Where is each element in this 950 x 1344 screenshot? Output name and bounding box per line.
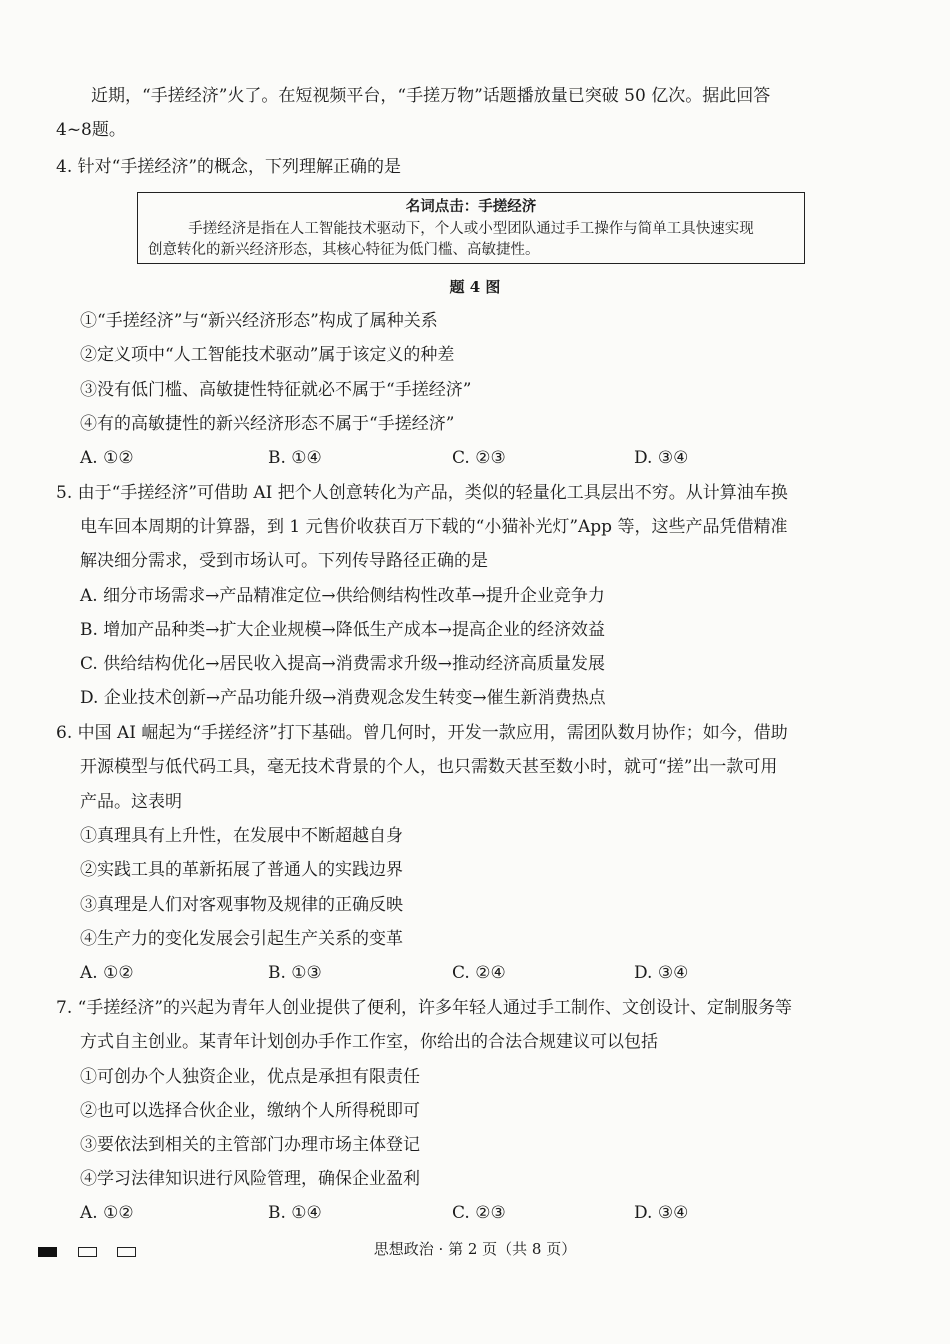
intro-line-1: 近期，“手搓经济”火了。在短视频平台，“手搓万物”话题播放量已突破 50 亿次。据此回答 xyxy=(91,86,771,106)
q7-option-d[interactable]: D. ③④ xyxy=(634,1203,689,1223)
q7-item-3: ③要依法到相关的主管部门办理市场主体登记 xyxy=(80,1135,420,1155)
q7-option-a[interactable]: A. ①② xyxy=(80,1203,134,1223)
q6-stem-3: 产品。这表明 xyxy=(80,792,182,812)
q7-item-4: ④学习法律知识进行风险管理，确保企业盈利 xyxy=(80,1169,420,1189)
q7-stem-1: 7. “手搓经济”的兴起为青年人创业提供了便利，许多年轻人通过手工制作、文创设计、定制服务等 xyxy=(56,998,793,1018)
q7-item-2: ②也可以选择合伙企业，缴纳个人所得税即可 xyxy=(80,1101,420,1121)
q4-option-a[interactable]: A. ①② xyxy=(80,448,134,468)
q5-option-a[interactable]: A. 细分市场需求→产品精准定位→供给侧结构性改革→提升企业竞争力 xyxy=(80,586,605,606)
q4-item-3: ③没有低门槛、高敏捷性特征就必不属于“手搓经济” xyxy=(80,380,472,400)
q6-option-c[interactable]: C. ②④ xyxy=(452,963,506,983)
q7-option-b[interactable]: B. ①④ xyxy=(268,1203,322,1223)
q6-option-b[interactable]: B. ①③ xyxy=(268,963,322,983)
q4-option-b[interactable]: B. ①④ xyxy=(268,448,322,468)
q6-option-d[interactable]: D. ③④ xyxy=(634,963,689,983)
figure-caption: 题 4 图 xyxy=(449,278,501,296)
q6-item-1: ①真理具有上升性，在发展中不断超越自身 xyxy=(80,826,403,846)
definition-line-2: 创意转化的新兴经济形态，其核心特征为低门槛、高敏捷性。 xyxy=(148,242,540,258)
page-footer: 思想政治 · 第 2 页（共 8 页） xyxy=(373,1240,577,1258)
q4-option-d[interactable]: D. ③④ xyxy=(634,448,689,468)
q7-item-1: ①可创办个人独资企业，优点是承担有限责任 xyxy=(80,1067,420,1087)
q4-item-2: ②定义项中“人工智能技术驱动”属于该定义的种差 xyxy=(80,345,455,365)
q5-stem-1: 5. 由于“手搓经济”可借助 AI 把个人创意转化为产品，类似的轻量化工具层出不穷。从计算油车换 xyxy=(56,483,788,503)
q6-item-4: ④生产力的变化发展会引起生产关系的变革 xyxy=(80,929,403,949)
definition-box xyxy=(137,192,805,264)
q7-stem-2: 方式自主创业。某青年计划创办手作工作室，你给出的合法合规建议可以包括 xyxy=(80,1032,658,1052)
q6-option-a[interactable]: A. ①② xyxy=(80,963,134,983)
q5-stem-3: 解决细分需求，受到市场认可。下列传导路径正确的是 xyxy=(80,551,488,571)
q5-option-d[interactable]: D. 企业技术创新→产品功能升级→消费观念发生转变→催生新消费热点 xyxy=(80,688,606,708)
q6-item-3: ③真理是人们对客观事物及规律的正确反映 xyxy=(80,895,403,915)
q5-option-b[interactable]: B. 增加产品种类→扩大企业规模→降低生产成本→提高企业的经济效益 xyxy=(80,620,606,640)
definition-line-1: 手搓经济是指在人工智能技术驱动下，个人或小型团队通过手工操作与简单工具快速实现 xyxy=(188,221,754,237)
q6-stem-1: 6. 中国 AI 崛起为“手搓经济”打下基础。曾几何时，开发一款应用，需团队数月协作；如今，借助 xyxy=(56,723,788,743)
q4-option-c[interactable]: C. ②③ xyxy=(452,448,506,468)
q4-item-1: ①“手搓经济”与“新兴经济形态”构成了属种关系 xyxy=(80,311,438,331)
q4-item-4: ④有的高敏捷性的新兴经济形态不属于“手搓经济” xyxy=(80,414,455,434)
q4-stem: 4. 针对“手搓经济”的概念，下列理解正确的是 xyxy=(56,157,402,177)
q6-stem-2: 开源模型与低代码工具，毫无技术背景的个人，也只需数天甚至数小时，就可“搓”出一款可用 xyxy=(80,757,778,777)
q7-option-c[interactable]: C. ②③ xyxy=(452,1203,506,1223)
q6-item-2: ②实践工具的革新拓展了普通人的实践边界 xyxy=(80,860,403,880)
q5-option-c[interactable]: C. 供给结构优化→居民收入提高→消费需求升级→推动经济高质量发展 xyxy=(80,654,605,674)
q5-stem-2: 电车回本周期的计算器，到 1 元售价收获百万下载的“小猫补光灯”App 等，这些产品凭借精准 xyxy=(80,517,788,537)
definition-title: 名词点击：手搓经济 xyxy=(405,198,537,215)
intro-line-2: 4~8题。 xyxy=(56,120,126,140)
